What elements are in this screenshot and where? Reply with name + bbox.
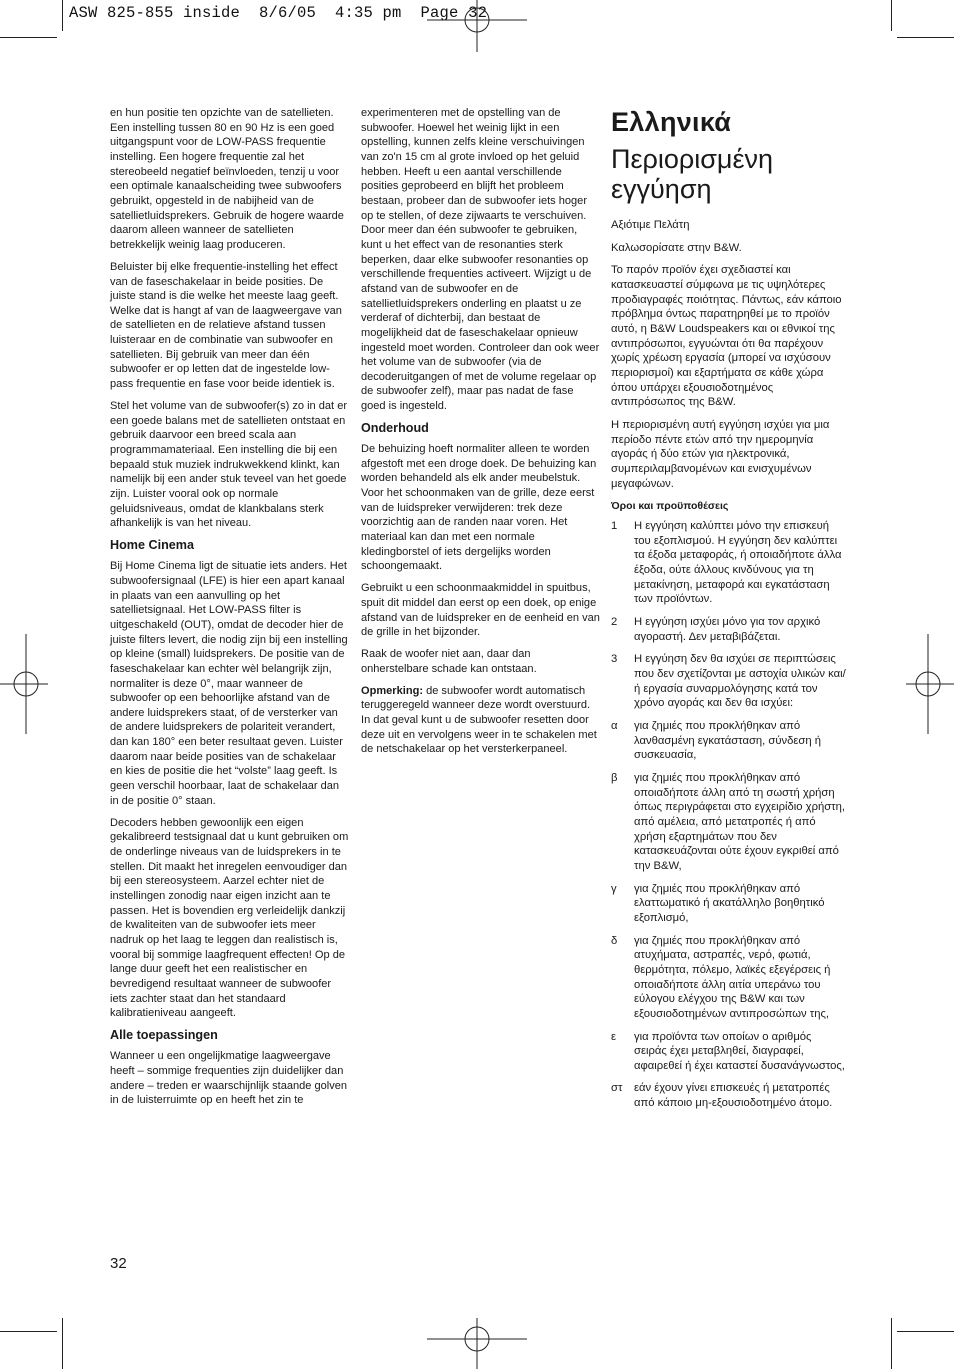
- terms-heading: Όροι και προϋποθέσεις: [611, 500, 729, 513]
- salutation: Αξιότιμε Πελάτη: [611, 219, 690, 231]
- print-slug: ASW 825-855 inside 8/6/05 4:35 pm Page 32: [69, 4, 488, 22]
- paragraph: Το παρόν προϊόν έχει σχεδιαστεί και κατασκευαστεί σύμφωνα με τις υψηλότερες προδιαγραφές ποιότητας. Πάντως, εάν κάποιο πρόβλημα όντως παρατηρηθεί με το προϊόν αυτό, η B&W Loudspeakers και οι εθνικοί της αντιπρόσωποι, εγγυώνται ότι θα παρέχουν χωρίς χρέωση εργασία (μπορεί να ισχύσουν περιορισμοί) και εξαρτήματα σε κάθε χώρα όπου υπάρχει εξουσιοδοτημένος αντιπρόσωπος της B&W.: [611, 264, 842, 409]
- crop-mark: [62, 1318, 63, 1369]
- terms-list-item: [611, 719, 847, 763]
- registration-mark-right: [904, 634, 954, 734]
- list-item-text: για ζημιές που προκλήθηκαν από ελαττωματικό ή ακατάλληλο βοηθητικό εξοπλισμό,: [634, 882, 825, 924]
- list-item-marker: 2: [611, 616, 618, 629]
- paragraph: en hun positie ten opzichte van de satellieten. Een instelling tussen 80 en 90 Hz is een goed uitgangspunt voor de LOW-PASS frequentie instelling. Een hogere frequentie zal het stereobeeld negatief beïnvloeden, tenzij u voor een optimale kanaalscheiding twee subwoofers gebruikt, opgesteld in de nabijheid van de satellietluidsprekers. Gebruik de hogere waarde daarom alleen wanneer de satellieten betrekkelijk weinig laag produceren.: [110, 107, 344, 251]
- paragraph: Raak de woofer niet aan, daar dan onherstelbare schade kan ontstaan.: [361, 648, 537, 675]
- note-text: de subwoofer wordt automatisch teruggeregeld wanneer deze wordt overstuurd. In dat geval kunt u de subwoofer resetten door deze uit en vervolgens weer in te schakelen met de netschakelaar op het versterkerpaneel.: [361, 684, 597, 756]
- registration-mark-top: [427, 0, 527, 56]
- list-item-text: για ζημιές που προκλήθηκαν από ατυχήματα, αστραπές, νερό, φωτιά, θερμότητα, πόλεμο, λαϊκές εξεγέρσεις ή οποιαδήποτε άλλη αιτία υπεράνω του εύλογου ελέγχου της B&W και των εξουσιοδοτημένων αντιπροσώπων της,: [634, 934, 831, 1020]
- section-heading-home-cinema: Home Cinema: [110, 538, 194, 553]
- list-item-text: εάν έχουν γίνει επισκευές ή μετατροπές από κάποιο μη-εξουσιοδοτημένο άτομο.: [634, 1082, 833, 1110]
- paragraph: Bij Home Cinema ligt de situatie iets anders. Het subwoofersignaal (LFE) is hier een apart kanaal in plaats van een aanvulling op het satellietsignaal. Het LOW-PASS filter is uitgeschakeld (OUT), omdat de decoder hier de juiste filters levert, die nodig zijn bij een instelling op kleine (small) luidsprekers. De positie van de faseschakelaar kan echter wèl belangrijk zijn, normaliter is deze 0°, maar wanneer de subwoofer op een behoorlijke afstand van de andere luidsprekers staat, of de versterker van de andere luidsprekers de polariteit verandert, dan kan 180° een beter resultaat geven. Luister daarom naar beide posities van de schakelaar en kies de positie die het “volste” laag geeft. Is geen verschil hoorbaar, laat de schakelaar dan in de positie 0° staan.: [110, 560, 348, 807]
- paragraph: Wanneer u een ongelijkmatige laagweergave heeft – sommige frequenties zijn duidelijker dan andere – treden er waarschijnlijk staande golven in de luisterruimte op en heeft het zin te: [110, 1050, 348, 1107]
- section-heading-onderhoud: Onderhoud: [361, 421, 429, 436]
- paragraph: Gebruikt u een schoonmaakmiddel in spuitbus, spuit dit middel dan eerst op een doek, op enige afstand van de luidspreker en de eenheid en van de grille in het bijzonder.: [361, 582, 600, 639]
- paragraph: Decoders hebben gewoonlijk een eigen gekalibreerd testsignaal dat u kunt gebruiken om de onderlinge niveaus van de luidsprekers in te stellen. Dit maakt het inregelen eenvoudiger dan bij een stereosysteem. Aarzel echter niet de instellingen zonodig naar eigen inzicht aan te passen. Het is bovendien erg verleidelijk dankzij de kwaliteiten van de subwoofer iets meer nadruk op het laag te leggen dan realistisch is, vooral bij sommige laagfrequent effecten! Op de lange duur geeft het een realistischer en bevredigend resultaat wanneer de subwoofer iets zachter staat dan het standaard kalibratieniveau aangeeft.: [110, 816, 349, 1020]
- paragraph: Stel het volume van de subwoofer(s) zo in dat er een goede balans met de satellieten ontstaat en gebruik daarvoor een breed scala aan programmamateriaal. Een instelling die bij een bepaald stuk muziek indrukwekkend klinkt, kan namelijk bij een ander stuk teveel van het goede zijn. Luister vooral ook op normale geluidsniveaus, omdat de klankbalans sterk afhankelijk is van het niveau.: [110, 400, 348, 530]
- list-item-marker: στ: [611, 1082, 623, 1095]
- terms-list-item: [611, 934, 847, 1022]
- crop-mark: [897, 37, 954, 38]
- list-item-text: Η εγγύηση δεν θα ισχύει σε περιπτώσεις που δεν σχετίζονται με αστοχία υλικών και/ή εργασία συναρμολόγησης κατά τον χρόνο αγοράς και δεν θα ισχύει:: [634, 653, 846, 710]
- column-2: [361, 106, 600, 764]
- terms-list-item: [611, 771, 847, 874]
- language-title: Ελληνικά: [611, 107, 732, 137]
- list-item-text: για ζημιές που προκλήθηκαν από οποιαδήποτε άλλη από τη σωστή χρήση όπως περιγράφεται στο εγχειρίδιο χρήστη, από αμέλεια, από μετατροπές ή από χρήση εξαρτημάτων που δεν κατασκευάζονται ούτε έχουν εγκριθεί από την B&W,: [634, 772, 846, 872]
- list-item-marker: γ: [611, 882, 617, 895]
- terms-list-item: [611, 652, 847, 711]
- section-heading-alle-toepassingen: Alle toepassingen: [110, 1028, 218, 1043]
- welcome-line: Καλωσορίσατε στην B&W.: [611, 241, 742, 254]
- list-item-text: Η εγγύηση ισχύει μόνο για τον αρχικό αγοραστή. Δεν μεταβιβάζεται.: [634, 616, 821, 643]
- crop-mark: [897, 1331, 954, 1332]
- column-3: [611, 106, 847, 1119]
- list-item-text: για ζημιές που προκλήθηκαν από λανθασμένη εγκατάσταση, σύνδεση ή συσκευασία,: [634, 720, 821, 762]
- list-item-marker: 3: [611, 653, 618, 666]
- crop-mark: [62, 0, 63, 31]
- paragraph: Η περιορισμένη αυτή εγγύηση ισχύει για μια περίοδο πέντε ετών από την ημερομηνία αγοράς ή δύο ετών για ηλεκτρονικά, συμπεριλαμβανομένων και ενισχυμένων μεγαφώνων.: [611, 418, 830, 490]
- paragraph: De behuizing hoeft normaliter alleen te worden afgestoft met een droge doek. De behuizing kan worden behandeld als elk ander meubelstuk. Voor het schoonmaken van de grille, deze eerst van de luidspreker verwijderen: trek deze voorzichtig aan de randen naar voren. Het materiaal kan dan met een normale kledingborstel of iets dergelijks worden schoongemaakt.: [361, 443, 597, 573]
- registration-mark-bottom: [427, 1318, 527, 1369]
- list-item-text: για προϊόντα των οποίων ο αριθμός σειράς έχει μεταβληθεί, διαγραφεί, αφαιρεθεί ή έχει καταστεί δυσανάγνωστος,: [634, 1030, 845, 1072]
- column-1: [110, 106, 350, 1115]
- terms-list-item: [611, 519, 847, 607]
- list-item-marker: ε: [611, 1030, 617, 1043]
- list-item-marker: α: [611, 720, 618, 733]
- note-paragraph: [361, 684, 600, 757]
- terms-list-item: [611, 882, 847, 926]
- page-number: 32: [110, 1255, 127, 1272]
- list-item-text: Η εγγύηση καλύπτει μόνο την επισκευή του εξοπλισμού. Η εγγύηση δεν καλύπτει τα έξοδα μεταφοράς, ή οποιαδήποτε άλλα έξοδα, ούτε άλλους κινδύνους για τη μετακίνηση, μεταφορά και εγκατάσταση των προϊόντων.: [634, 520, 842, 606]
- terms-list-item: [611, 1081, 847, 1110]
- warranty-title: Περιορισμένη εγγύηση: [611, 144, 774, 204]
- note-label: Opmerking:: [361, 684, 423, 697]
- list-item-marker: 1: [611, 520, 618, 533]
- registration-mark-left: [0, 634, 50, 734]
- crop-mark: [891, 0, 892, 31]
- crop-mark: [0, 37, 57, 38]
- crop-mark: [0, 1331, 57, 1332]
- paragraph: Beluister bij elke frequentie-instelling het effect van de faseschakelaar in beide posities. De juiste stand is die welke het meeste laag geeft. Welke dat is hangt af van de laagweergave van de satellieten en de relatieve afstand tussen luisteraar en de combinatie van subwoofer en satellieten. Bij gebruik van meer dan één subwoofer er op letten dat de ingestelde low-pass frequentie en fase voor beide identiek is.: [110, 260, 342, 391]
- terms-list-item: [611, 615, 847, 644]
- crop-mark: [891, 1318, 892, 1369]
- paragraph: experimenteren met de opstelling van de subwoofer. Hoewel het weinig lijkt in een opstelling, kunnen zelfs kleine verschuivingen van zo'n 15 cm al grote invloed op het geluid hebben. Heeft u een aantal verschillende posities geprobeerd en blijft het probleem bestaan, probeer dan de subwoofer iets hoger op te stellen, of deze zijwaarts te verschuiven. Door meer dan één subwoofer te gebruiken, kunt u het effect van de resonanties sterk beperken, daar elke subwoofer resonanties op verschillende frequenties activeert. Wijzigt u de afstand van de subwoofer en de satellietluidsprekers onderling en plaatst u ze verderaf of dichterbij, dan bestaat de mogelijkheid dat de faseschakelaar opnieuw ingesteld moet worden. Controleer dan ook weer het volume van de subwoofer (via de decoderuitgangen of met de volume regelaar op de subwoofer zelf), maar pas nadat de fase goed is ingesteld.: [361, 107, 600, 413]
- list-item-marker: β: [611, 772, 618, 784]
- list-item-marker: δ: [611, 934, 618, 947]
- terms-list: [611, 519, 847, 1111]
- terms-list-item: [611, 1030, 847, 1074]
